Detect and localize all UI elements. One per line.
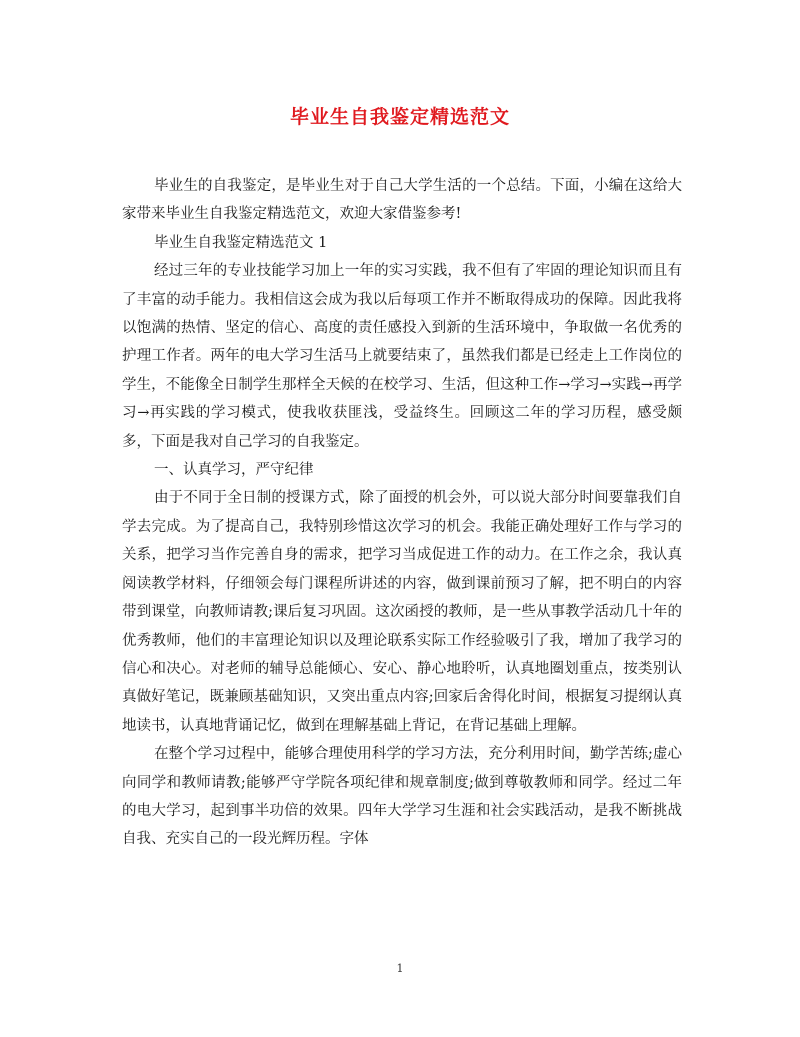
subheading-1: 一、认真学习，严守纪律 bbox=[154, 462, 314, 479]
document-body bbox=[122, 172, 682, 854]
paragraph-1: 经过三年的专业技能学习加上一年的实习实践，我不但有了牢固的理论知识而且有了丰富的动手能力。我相信这会成为我以后每项工作并不断取得成功的保障。因此我将以饱满的热情、坚定的信心、高度的责任感投入到新的生活环境中，争取做一名优秀的护理工作者。两年的电大学习生活马上就要结束了，虽然我们都是已经走上工作岗位的学生，不能像全日制学生那样全天候的在校学习、生活，但这种工作→学习→实践→再学习→再实践的学习模式，使我收获匪浅，受益终生。回顾这二年的学习历程，感受颇多，下面是我对自己学习的自我鉴定。 bbox=[122, 263, 682, 450]
document-title: 毕业生自我鉴定精选范文 bbox=[289, 106, 510, 128]
section-title: 毕业生自我鉴定精选范文 1 bbox=[154, 234, 328, 251]
intro-paragraph: 毕业生的自我鉴定，是毕业生对于自己大学生活的一个总结。下面，小编在这给大家带来毕业生自我鉴定精选范文，欢迎大家借鉴参考! bbox=[122, 178, 682, 223]
page-number: 1 bbox=[396, 962, 404, 975]
paragraph-3: 在整个学习过程中，能够合理使用科学的学习方法，充分利用时间，勤学苦练;虚心向同学和教师请教;能够严守学院各项纪律和规章制度;做到尊敬教师和同学。经过二年的电大学习，起到事半功倍的效果。四年大学学习生涯和社会实践活动，是我不断挑战自我、充实自己的一段光辉历程。字体 bbox=[122, 746, 682, 848]
paragraph-2: 由于不同于全日制的授课方式，除了面授的机会外，可以说大部分时间要靠我们自学去完成。为了提高自己，我特别珍惜这次学习的机会。我能正确处理好工作与学习的关系，把学习当作完善自身的需求，把学习当成促进工作的动力。在工作之余，我认真阅读教学材料，仔细领会每门课程所讲述的内容，做到课前预习了解，把不明白的内容带到课堂，向教师请教;课后复习巩固。这次函授的教师，是一些从事教学活动几十年的优秀教师，他们的丰富理论知识以及理论联系实际工作经验吸引了我，增加了我学习的信心和决心。对老师的辅导总能倾心、安心、静心地聆听，认真地圈划重点，按类别认真做好笔记，既兼顾基础知识，又突出重点内容;回家后舍得化时间，根据复习提纲认真地读书，认真地背诵记忆，做到在理解基础上背记，在背记基础上理解。 bbox=[122, 490, 682, 734]
